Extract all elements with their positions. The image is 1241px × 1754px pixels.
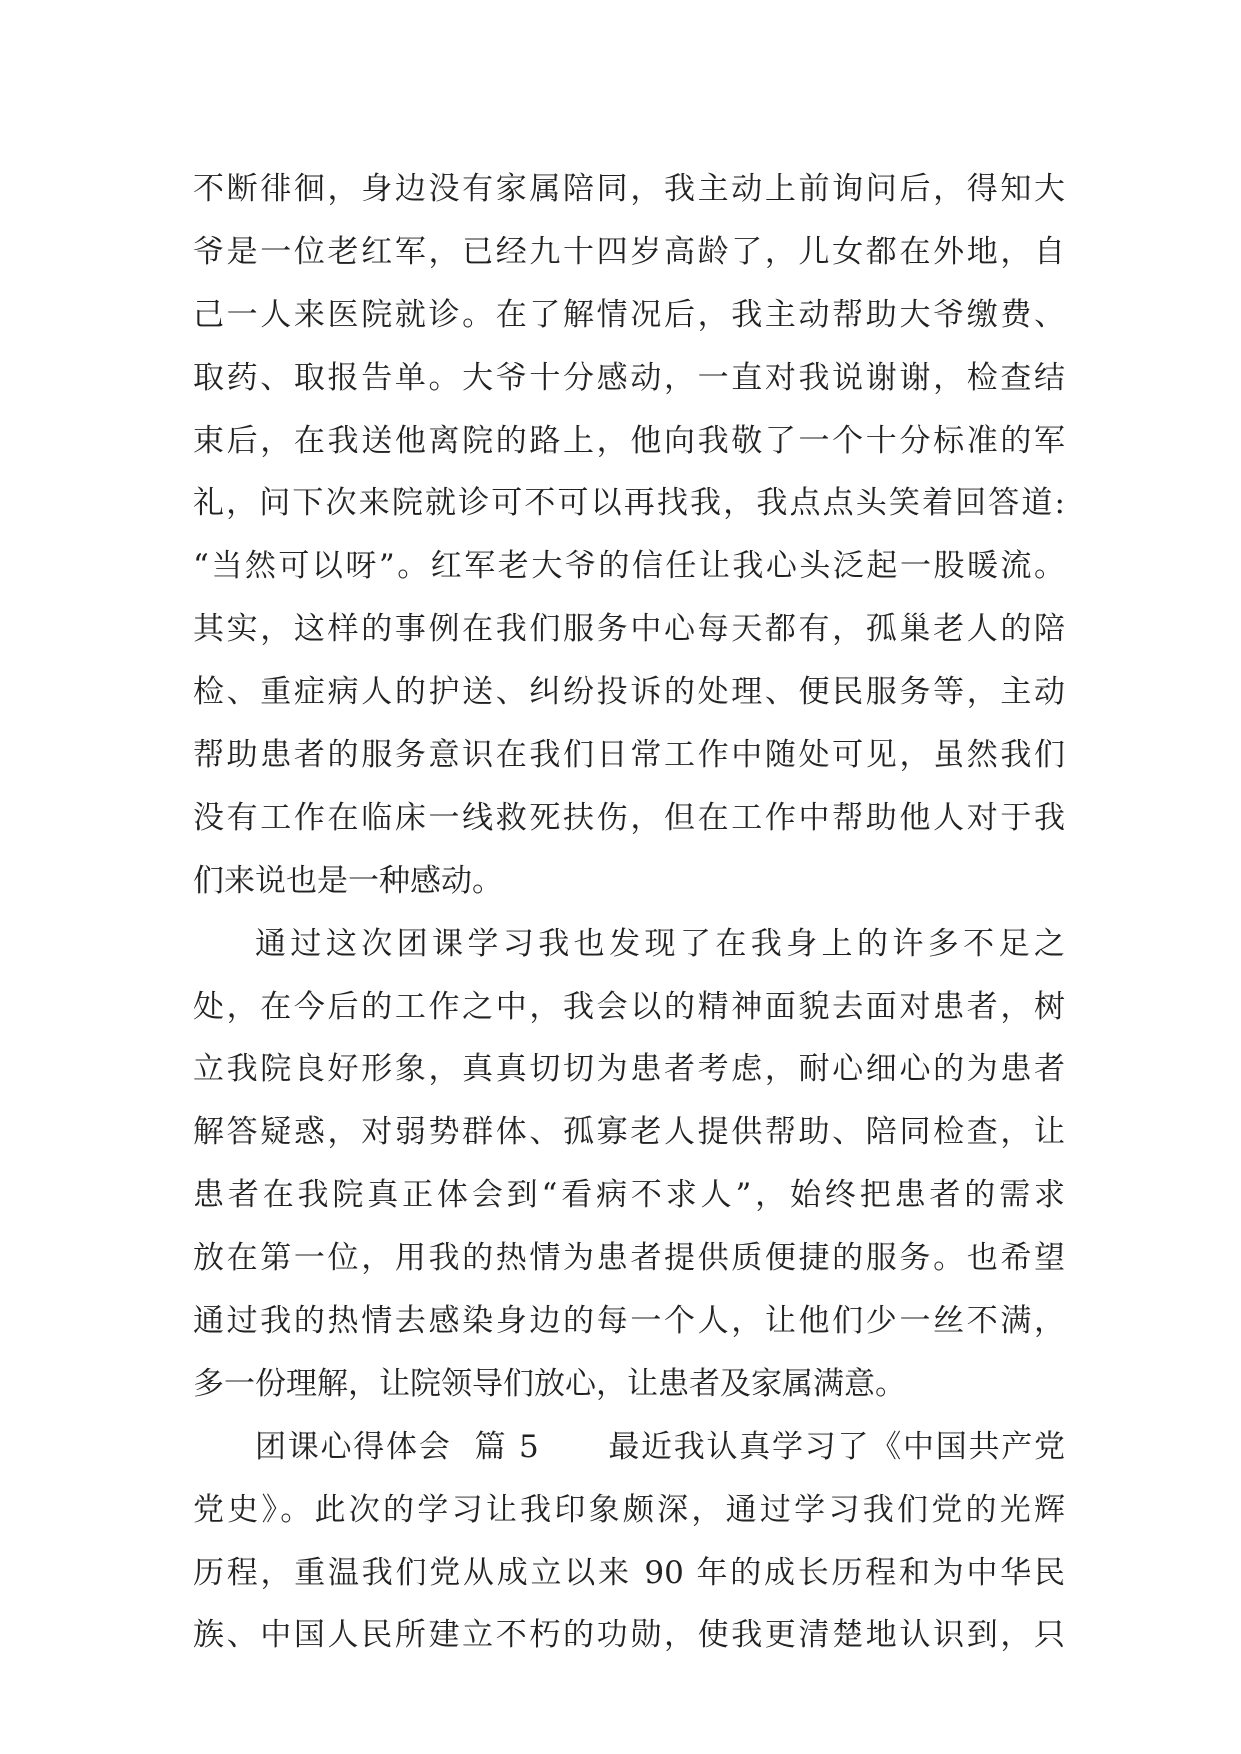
text-line: 爷是一位老红军，已经九十四岁高龄了，儿女都在外地，自 bbox=[193, 233, 1065, 270]
text-line: 不断徘徊，身边没有家属陪同，我主动上前询问后，得知大 bbox=[193, 171, 1065, 207]
text-line: 族、中国人民所建立不朽的功勋，使我更清楚地认识到，只 bbox=[193, 1617, 1065, 1654]
text-line: 立我院良好形象，真真切切为患者考虑，耐心细心的为患者 bbox=[193, 1051, 1065, 1088]
text-line: 束后，在我送他离院的路上，他向我敬了一个十分标准的军 bbox=[193, 422, 1065, 459]
text-line: 通过这次团课学习我也发现了在我身上的许多不足之 bbox=[255, 925, 1065, 962]
text-line: 其实，这样的事例在我们服务中心每天都有，孤巢老人的陪 bbox=[193, 611, 1065, 648]
text-line: 历程，重温我们党从成立以来 90 年的成长历程和为中华民 bbox=[193, 1554, 1065, 1591]
text-line: 检、重症病人的护送、纠纷投诉的处理、便民服务等，主动 bbox=[193, 674, 1065, 711]
text-line: 处，在今后的工作之中，我会以的精神面貌去面对患者，树 bbox=[193, 988, 1065, 1025]
text-line: “当然可以呀”。红军老大爷的信任让我心头泛起一股暖流。 bbox=[193, 548, 1065, 585]
text-line: 没有工作在临床一线救死扶伤，但在工作中帮助他人对于我 bbox=[193, 799, 1065, 836]
text-line: 放在第一位，用我的热情为患者提供质便捷的服务。也希望 bbox=[193, 1240, 1065, 1277]
text-line: 团课心得体会 篇 5 最近我认真学习了《中国共产党 bbox=[255, 1428, 1065, 1465]
text-line: 礼，问下次来院就诊可不可以再找我，我点点头笑着回答道: bbox=[193, 485, 1065, 522]
text-line: 己一人来医院就诊。在了解情况后，我主动帮助大爷缴费、 bbox=[193, 296, 1065, 333]
text-line: 患者在我院真正体会到“看病不求人”，始终把患者的需求 bbox=[193, 1177, 1065, 1214]
text-line: 解答疑惑，对弱势群体、孤寡老人提供帮助、陪同检查，让 bbox=[193, 1114, 1065, 1151]
text-line: 帮助患者的服务意识在我们日常工作中随处可见，虽然我们 bbox=[193, 737, 1065, 774]
body-text bbox=[193, 158, 1065, 1667]
text-line: 党史》。此次的学习让我印象颇深，通过学习我们党的光辉 bbox=[193, 1491, 1065, 1528]
text-line: 取药、取报告单。大爷十分感动，一直对我说谢谢，检查结 bbox=[193, 359, 1065, 396]
text-line: 们来说也是一种感动。 bbox=[193, 862, 503, 899]
text-line: 通过我的热情去感染身边的每一个人，让他们少一丝不满， bbox=[193, 1303, 1065, 1340]
text-line: 多一份理解，让院领导们放心，让患者及家属满意。 bbox=[193, 1365, 906, 1402]
